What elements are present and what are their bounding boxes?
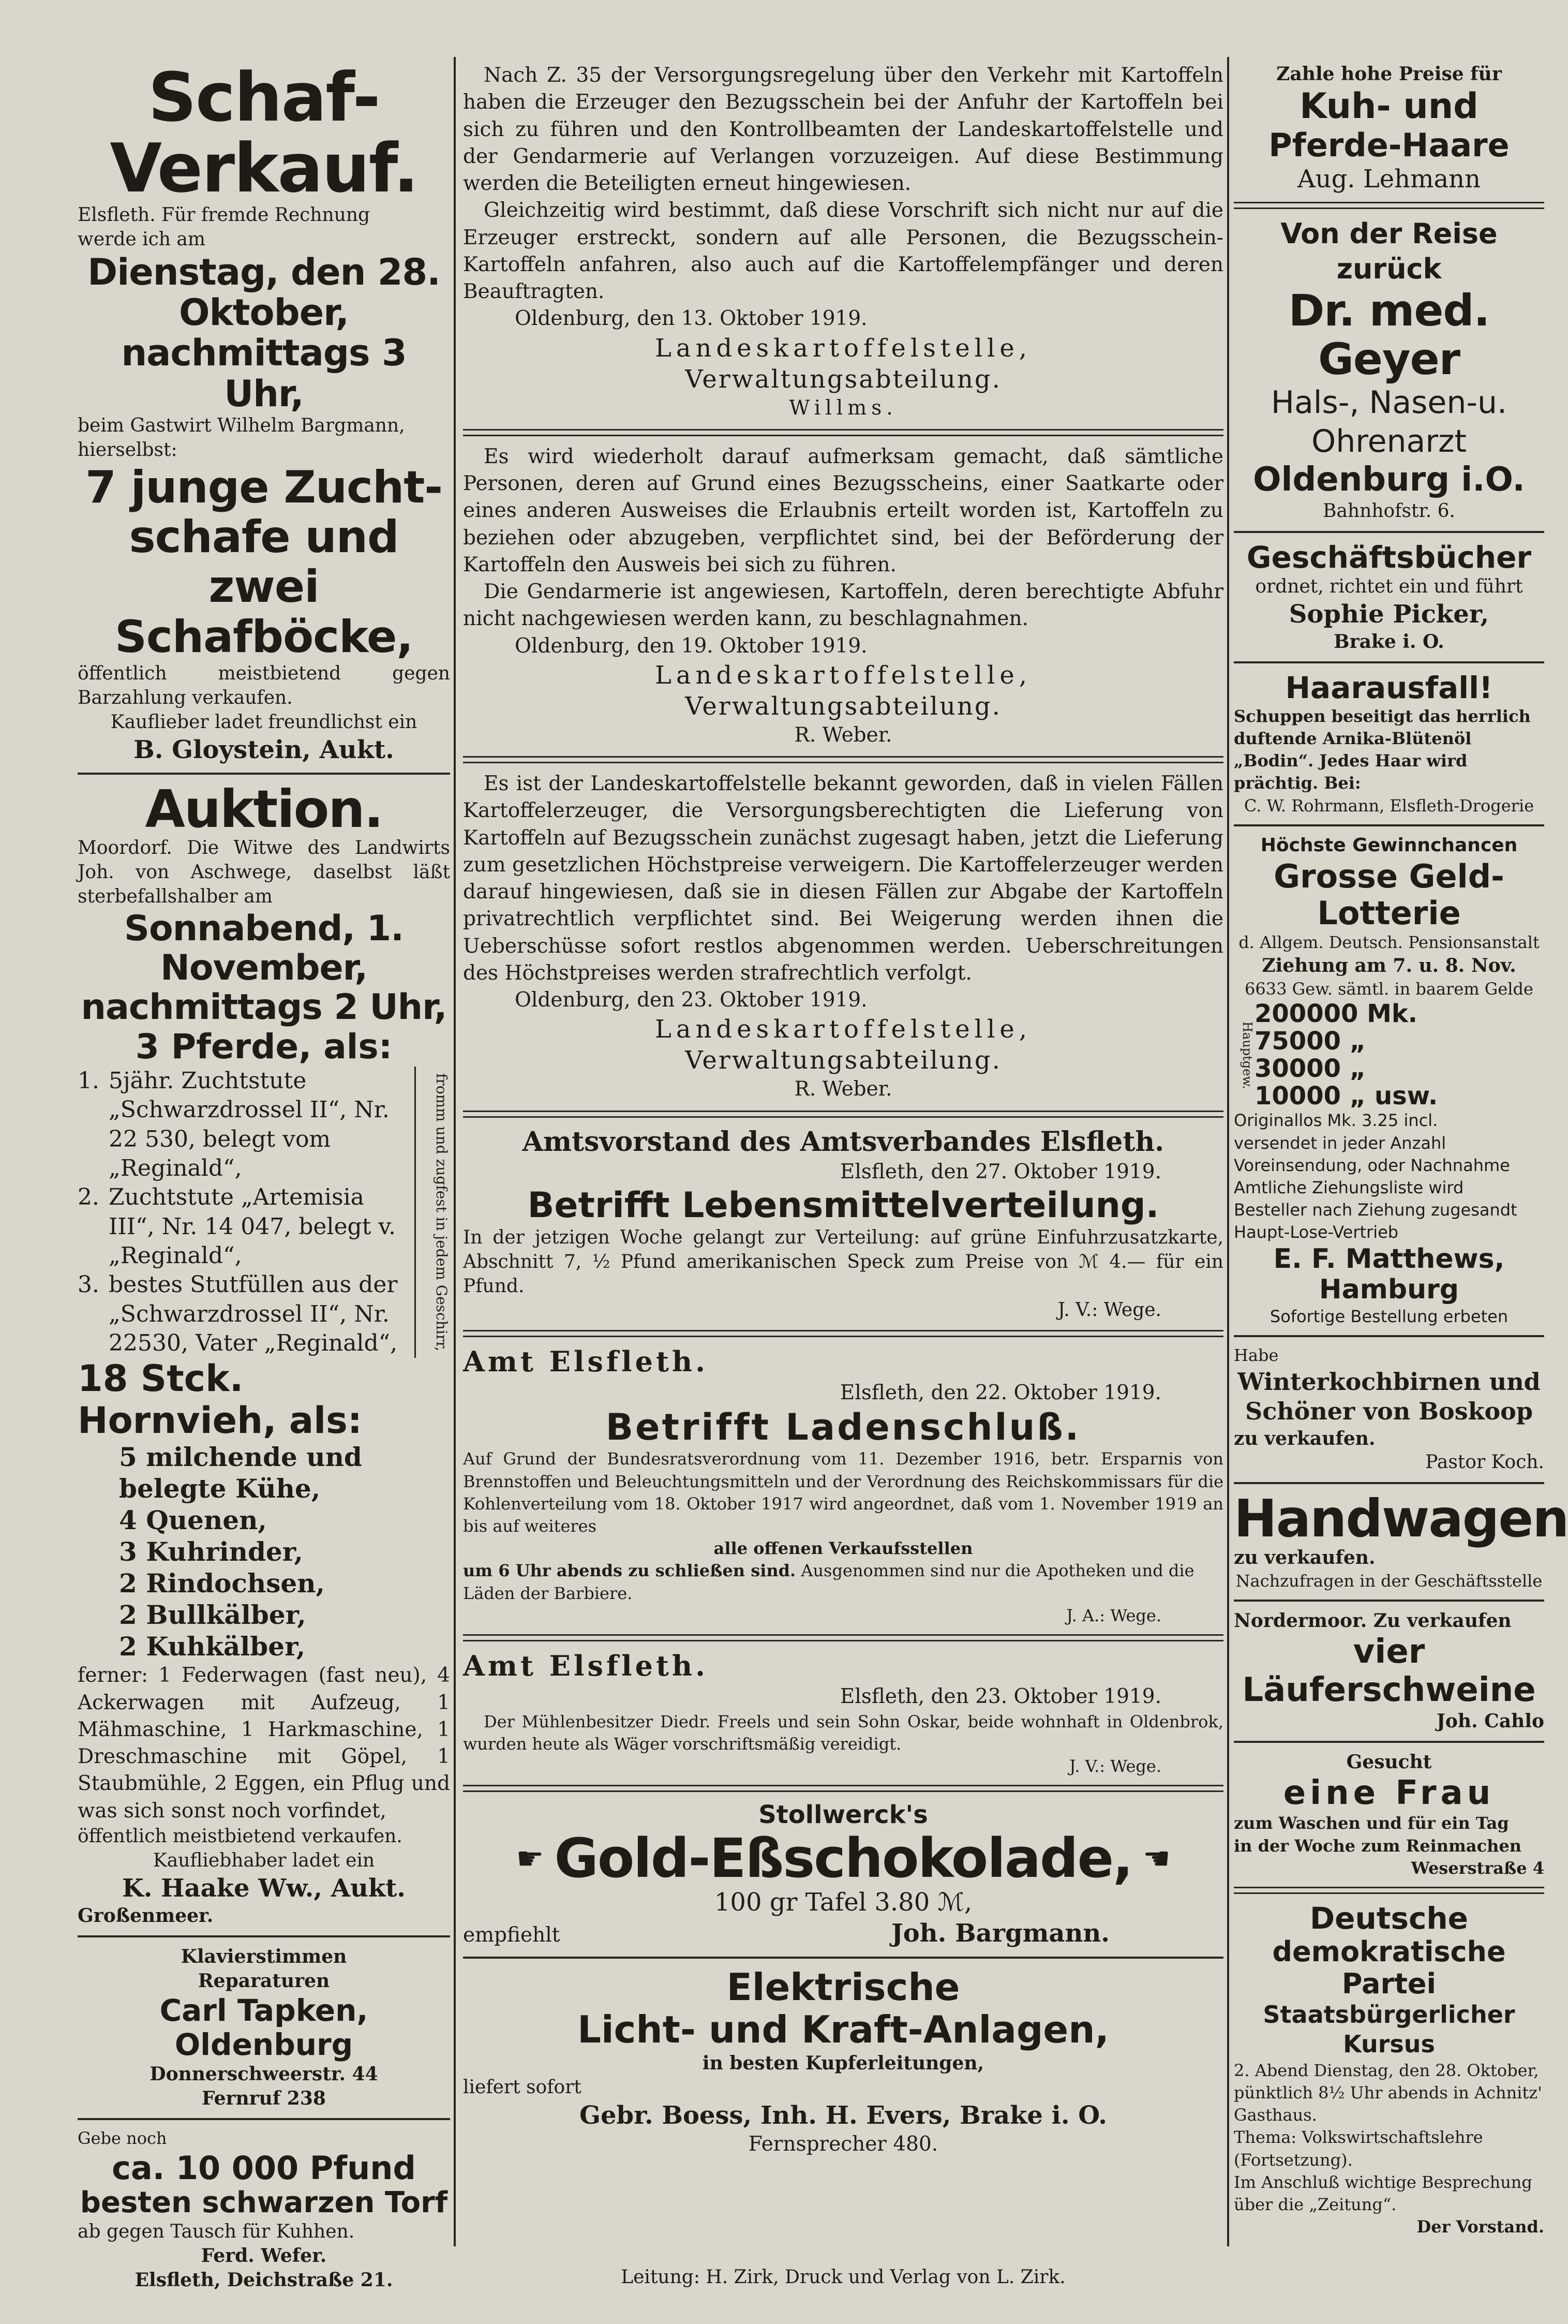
ad-title: Licht- und Kraft-Anlagen, bbox=[577, 2008, 1109, 2052]
org-name: Verwaltungsabteilung. bbox=[685, 1046, 1002, 1075]
signature: Pastor Koch. bbox=[1425, 1452, 1544, 1473]
product-line bbox=[463, 1827, 1223, 1890]
ad-title: Deutsche bbox=[1309, 1900, 1469, 1936]
signature: R. Weber. bbox=[794, 1077, 892, 1101]
list-item: 3 Kuhrinder, bbox=[119, 1536, 303, 1567]
divider bbox=[1234, 531, 1544, 533]
list-item: 30000 „ bbox=[1255, 1054, 1366, 1083]
signature: J. V.: Wege. bbox=[1057, 1299, 1161, 1321]
ad-item: Schafböcke, bbox=[114, 611, 413, 663]
left-column bbox=[78, 58, 450, 2291]
signature: Der Vorstand. bbox=[1416, 2217, 1544, 2237]
ad-schaf-verkauf bbox=[78, 58, 450, 765]
notice-head: Amt Elsfleth. bbox=[463, 1345, 708, 1379]
signature: R. Weber. bbox=[794, 723, 892, 747]
ad-title: ca. 10 000 Pfund bbox=[112, 2149, 416, 2187]
ad-tapken: Klavierstimmen Reparaturen Carl Tapken, Oldenburg Donnerschweerstr. 44 Fernruf 238 bbox=[78, 1945, 450, 2111]
notice-6: Amt Elsfleth. Elsfleth, den 23. Oktober 1919. Der Mühlenbesitzer Diedr. Freels und sein Sohn Oskar, beide wohnhaft in Oldenbrok, wurden heute als Wäger vorschriftsmäßig vereidigt. J. V.: Wege. bbox=[463, 1649, 1223, 1778]
firm: Gebr. Boess, Inh. H. Evers, Brake i. O. bbox=[579, 2100, 1108, 2130]
horse-list-block bbox=[78, 1067, 450, 1358]
divider bbox=[1234, 1335, 1544, 1337]
notice-4: Amtsvorstand des Amtsverbandes Elsfleth. Elsfleth, den 27. Oktober 1919. Betrifft Lebensmittelverteilung. In der jetzigen Woche gelangt zur Verteilung: auf grüne Einfuhrzusatzkarte, Abschnitt 7, ½ Pfund amerikanischen Speck zum Preise von ℳ 4.— für ein Pfund. J. V.: Wege. bbox=[463, 1125, 1223, 1323]
ad-title: Geschäftsbücher bbox=[1246, 539, 1532, 575]
list-item: 2. Zuchtstute „Artemisia III“, Nr. 14 047, belegt v. „Reginald“, bbox=[78, 1184, 396, 1269]
ad-text: öffentlich meistbietend verkaufen. bbox=[78, 1825, 402, 1847]
ad-subtitle: besten schwarzen Torf bbox=[80, 2186, 448, 2220]
signature: J. A.: Wege. bbox=[1066, 1605, 1161, 1625]
list-item: 4 Quenen, bbox=[119, 1505, 267, 1536]
seller: Joh. Bargmann. bbox=[891, 1919, 1110, 1948]
list-item: 2 Rindochsen, bbox=[119, 1568, 325, 1599]
list-item: 2 Kuhkälber, bbox=[119, 1631, 306, 1662]
signature: Aug. Lehmann bbox=[1297, 165, 1481, 194]
middle-column bbox=[463, 62, 1223, 2246]
pointing-hand-icon: ☛ bbox=[516, 1840, 544, 1877]
divider bbox=[463, 1957, 1223, 1959]
ad-haarausfall: Haarausfall! Schuppen beseitigt das herrlich duftende Arnika-Blütenöl „Bodin“. Jedes Haar wird prächtig. Bei: C. W. Rohrmann, Elsfleth-Drogerie bbox=[1234, 671, 1544, 817]
list-item: 10000 „ usw. bbox=[1255, 1081, 1438, 1111]
divider bbox=[463, 1785, 1223, 1792]
divider bbox=[1234, 1741, 1544, 1743]
signature: J. V.: Wege. bbox=[1069, 1756, 1161, 1776]
org-name: Landeskartoffelstelle, bbox=[655, 1015, 1032, 1044]
notice-5: Amt Elsfleth. Elsfleth, den 22. Oktober 1919. Betrifft Ladenschluß. Auf Grund der Bundesratsverordnung vom 11. Dezember 1916, betr. Ersparnis von Brennstoffen und Beleuchtungsmitteln und der Verordnung des Reichskommissars für die Kohlenverteilung vom 18. Oktober 1917 wird angeordnet, daß vom 1. November 1919 an bis auf weiteres alle offenen Verkaufsstellen um 6 Uhr abends zu schließen sind. Ausgenommen sind nur die Apotheken und die Läden der Barbiere. J. A.: Wege. bbox=[463, 1344, 1223, 1627]
ad-title: Haarausfall! bbox=[1285, 670, 1493, 706]
notice-3: Es ist der Landeskartoffelstelle bekannt geworden, daß in vielen Fällen Kartoffelerzeuger, die Versorgungsberechtigten die Lieferung von Kartoffeln auf Bezugsschein zunächst zugesagt haben, jetzt die Lieferung zum gesetzlichen Höchstpreise verweigern. Die Kartoffelerzeuger werden darauf hingewiesen, daß sie in diesen Fällen zur Abgabe der Kartoffeln privatrechtlich verpflichtet sind. Bei Weigerung werden ihnen die Ueberschüsse sofort restlos abgenommen werden. Ueberschreitungen des Höchstpreises werden strafrechtlich verfolgt. Oldenburg, den 23. Oktober 1919. Landeskartoffelstelle, Verwaltungsabteilung. R. Weber. bbox=[463, 771, 1223, 1103]
cattle-list bbox=[78, 1441, 450, 1662]
ad-auktion bbox=[78, 779, 450, 1928]
ad-text: Kaufliebhaber ladet ein bbox=[153, 1849, 375, 1871]
ad-geyer: Von der Reise zurück Dr. med. Geyer Hals-, Nasen-u. Ohrenarzt Oldenburg i.O. Bahnhofstr. 6. bbox=[1234, 216, 1544, 524]
ad-title: vier Läuferschweine bbox=[1242, 1632, 1536, 1709]
ad-subtitle: 18 Stck. Hornvieh, als: bbox=[78, 1357, 362, 1442]
column-rule bbox=[454, 57, 456, 2246]
ad-elektro: Elektrische Licht- und Kraft-Anlagen, in besten Kupferleitungen, liefert sofort Gebr. Boess, Inh. H. Evers, Brake i. O. Fernsprecher 480. bbox=[463, 1966, 1223, 2158]
ad-title: Elektrische bbox=[726, 1965, 960, 2009]
org-name: Verwaltungsabteilung. bbox=[685, 691, 1002, 721]
side-note: fromm und zugfest in jedem Geschirr, bbox=[414, 1067, 450, 1358]
prize-block: Hauptgew. 200000 Mk. 75000 „ 30000 „ 10000 „ usw. bbox=[1240, 999, 1438, 1111]
divider bbox=[1234, 824, 1544, 826]
ad-time: nachmittags 2 Uhr, bbox=[81, 987, 447, 1028]
divider bbox=[1234, 1600, 1544, 1602]
right-column bbox=[1234, 62, 1568, 2246]
divider bbox=[463, 1111, 1223, 1118]
ad-buecher: Geschäftsbücher ordnet, richtet ein und führt Sophie Picker, Brake i. O. bbox=[1234, 540, 1544, 654]
ad-place: Großenmeer. bbox=[78, 1905, 214, 1927]
list-item: 1. 5jähr. Zuchtstute „Schwarzdrossel II“, Nr. 22 530, belegt vom „Reginald“, bbox=[78, 1068, 390, 1182]
ad-birnen: Habe Winterkochbirnen und Schöner von Boskoop zu verkaufen. Pastor Koch. bbox=[1234, 1344, 1544, 1475]
ad-partei: Deutsche demokratische Partei Staatsbürgerlicher Kursus 2. Abend Dienstag, den 28. Oktober, pünktlich 8½ Uhr abends in Achnitz' Gasthaus. Thema: Volkswirtschaftslehre (Fortsetzung). Im Anschluß wichtige Besprechung über die „Zeitung“. Der Vorstand. bbox=[1234, 1901, 1544, 2238]
notice-head: Amt Elsfleth. bbox=[463, 1649, 708, 1682]
notice-head: Amtsvorstand des Amtsverbandes Elsfleth. bbox=[522, 1126, 1164, 1158]
ad-schweine: Nordermoor. Zu verkaufen vier Läuferschweine Joh. Cahlo bbox=[1234, 1609, 1544, 1734]
ad-signature: K. Haake Ww., Aukt. bbox=[122, 1874, 406, 1903]
ad-title: Dr. med. Geyer bbox=[1288, 285, 1490, 385]
org-name: Verwaltungsabteilung. bbox=[685, 364, 1002, 394]
ad-title: Grosse Geld-Lotterie bbox=[1274, 857, 1504, 932]
org-name: Landeskartoffelstelle, bbox=[655, 660, 1032, 690]
horse-list bbox=[78, 1067, 414, 1358]
column-rule bbox=[1227, 57, 1229, 2246]
ad-frau: Gesucht eine Frau zum Waschen und für ein Tag in der Woche zum Reinmachen Weserstraße 4 bbox=[1234, 1751, 1544, 1878]
ad-date: Dienstag, den 28. Oktober, bbox=[87, 250, 440, 334]
ad-title: Carl Tapken, Oldenburg bbox=[159, 1992, 368, 2063]
imprint-footer: Leitung: H. Zirk, Druck und Verlag von L. Zirk. bbox=[621, 2267, 1066, 2288]
ad-text: beim Gastwirt Wilhelm Bargmann, hierselbst: bbox=[78, 415, 405, 461]
divider bbox=[1234, 202, 1544, 209]
list-item: 5 milchende und belegte Kühe, bbox=[119, 1442, 362, 1504]
notice-title: Betrifft Ladenschluß. bbox=[605, 1405, 1081, 1448]
ad-text: Elsfleth. Für fremde Rechnung bbox=[78, 204, 370, 226]
divider bbox=[463, 429, 1223, 436]
divider bbox=[463, 756, 1223, 763]
divider bbox=[78, 2118, 450, 2120]
divider bbox=[1234, 1887, 1544, 1894]
list-item: 2 Bullkälber, bbox=[119, 1600, 306, 1631]
ad-date: Sonnabend, 1. November, bbox=[124, 908, 404, 988]
list-item: 200000 Mk. bbox=[1255, 999, 1418, 1029]
divider bbox=[78, 773, 450, 775]
notice-title: Betrifft Lebensmittelverteilung. bbox=[527, 1185, 1159, 1226]
divider bbox=[463, 1330, 1223, 1337]
ad-text: Kauflieber ladet freundlichst ein bbox=[110, 711, 417, 733]
product-name: Gold-Eßschokolade, bbox=[554, 1827, 1132, 1890]
ad-text: werde ich am bbox=[78, 228, 206, 250]
notice-1: Nach Z. 35 der Versorgungsregelung über den Verkehr mit Kartoffeln haben die Erzeuger den Bezugsschein bei der Anfuhr der Kartoffeln bei sich zu führen und den Kontrollbeamten der Landeskartoffelstelle und der Gendarmerie auf Verlangen vorzuzeigen. Auf diese Bestimmung werden die Beteiligten erneut hingewiesen. Gleichzeitig wird bestimmt, daß diese Vorschrift sich nicht nur auf die Erzeuger erstreckt, sondern auf alle Personen, die Bezugsschein-Kartoffeln anfahren, also auch auf die Kartoffelempfänger und deren Beauftragten. Oldenburg, den 13. Oktober 1919. Landeskartoffelstelle, Verwaltungsabteilung. Willms. bbox=[463, 62, 1223, 422]
divider bbox=[463, 1634, 1223, 1641]
list-item: 75000 „ bbox=[1255, 1027, 1366, 1056]
ad-haare: Zahle hohe Preise für Kuh- und Pferde-Haare Aug. Lehmann bbox=[1234, 62, 1544, 195]
ad-text: öffentlich meistbietend gegen Barzahlung verkaufen. bbox=[78, 663, 450, 708]
ad-item: 7 junge Zucht- bbox=[85, 461, 443, 513]
ad-title: Schaf-Verkauf. bbox=[110, 58, 418, 208]
divider bbox=[1234, 1482, 1544, 1484]
list-item: 3. bestes Stutfüllen aus der „Schwarzdrossel II“, Nr. 22530, Vater „Reginald“, bbox=[78, 1271, 398, 1356]
ad-title: Auktion. bbox=[145, 779, 383, 840]
signature: Willms. bbox=[789, 396, 898, 420]
ad-text: ferner: 1 Federwagen (fast neu), 4 Ackerwagen mit Aufzeug, 1 Mähmaschine, 1 Harkmaschine, 1 Dreschmaschine mit Göpel, 1 Staubmühle, 2 Eggen, ein Pflug und was sich sonst noch vorfindet, bbox=[78, 1664, 450, 1823]
pointing-hand-icon: ☛ bbox=[1142, 1840, 1171, 1877]
ad-signature: B. Gloystein, Aukt. bbox=[133, 735, 394, 765]
ad-item: schafe und zwei bbox=[129, 511, 399, 613]
brand: Stollwerck's bbox=[758, 1800, 928, 1830]
ad-title: Handwagen bbox=[1234, 1488, 1568, 1549]
price: 100 gr Tafel 3.80 ℳ, bbox=[714, 1888, 973, 1917]
divider bbox=[78, 1935, 450, 1937]
org-name: Landeskartoffelstelle, bbox=[655, 333, 1032, 363]
signature: Joh. Cahlo bbox=[1436, 1710, 1544, 1733]
ad-subtitle: 3 Pferde, als: bbox=[135, 1027, 393, 1067]
ad-torf: Gebe noch ca. 10 000 Pfund besten schwarzen Torf ab gegen Tausch für Kuhhen. Ferd. Wefer. Elsfleth, Deichstraße 21. bbox=[78, 2127, 450, 2292]
ad-text: Moordorf. Die Witwe des Landwirts Joh. von Aschwege, daselbst läßt sterbefallshalber am bbox=[78, 837, 450, 907]
ad-lotterie: Höchste Gewinnchancen Grosse Geld-Lotterie d. Allgem. Deutsch. Pensionsanstalt Ziehung am 7. u. 8. Nov. 6633 Gew. sämtl. in baarem Gelde Hauptgew. 200000 Mk. 75000 „ 30000 „ 10000 „ usw. Originallos Mk. 3.25 incl. versendet in jeder Anzahl Voreinsendung, oder Nachnahme Amtliche Ziehungsliste wird Besteller nach Ziehung zugesandt Haupt-Lose-Vertrieb E. F. Matthews, Hamburg Sofortige Bestellung erbeten bbox=[1234, 834, 1544, 1328]
ad-handwagen: Handwagen zu verkaufen. Nachzufragen in der Geschäftsstelle bbox=[1234, 1488, 1568, 1591]
ad-time: nachmittags 3 Uhr, bbox=[121, 332, 407, 415]
ad-stollwerck: Stollwerck's ☛ Gold-Eßschokolade, ☛ 100 gr Tafel 3.80 ℳ, empfiehlt Joh. Bargmann. bbox=[463, 1799, 1223, 1949]
divider bbox=[1234, 661, 1544, 663]
prize-list bbox=[1255, 1000, 1438, 1109]
ad-title: eine Frau bbox=[1283, 1773, 1495, 1812]
notice-2: Es wird wiederholt darauf aufmerksam gemacht, daß sämtliche Personen, deren auf Grund eines Bezugsscheins, einer Saatkarte oder eines anderen Ausweises die Erlaubnis erteilt worden ist, Kartoffeln zu beziehen oder abzugeben, verpflichtet sind, bei der Beförderung der Kartoffeln den Ausweis bei sich zu führen. Die Gendarmerie ist angewiesen, Kartoffeln, deren berechtigte Abfuhr nicht nachgewiesen werden kann, zu beschlagnahmen. Oldenburg, den 19. Oktober 1919. Landeskartoffelstelle, Verwaltungsabteilung. R. Weber. bbox=[463, 443, 1223, 749]
